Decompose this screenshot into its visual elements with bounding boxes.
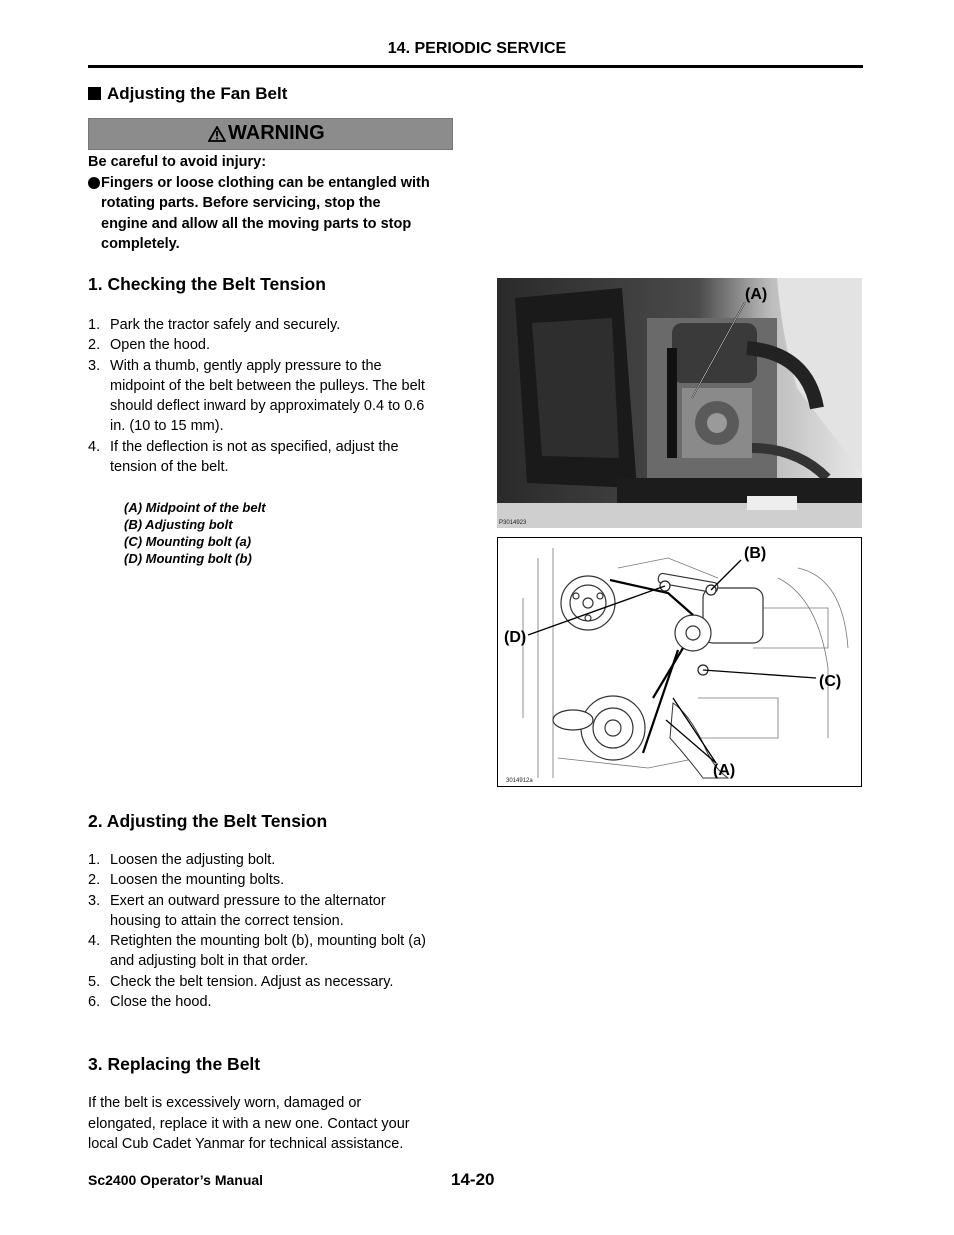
legend-item: (C) Mounting bolt (a) <box>124 534 252 549</box>
list-item: 3. Exert an outward pressure to the alternator housing to attain the correct tension. <box>88 892 386 929</box>
diagram-callout-c: (C) <box>819 673 842 690</box>
section-title <box>88 84 287 104</box>
list-item: 1. Loosen the adjusting bolt. <box>88 852 276 868</box>
legend-item: (B) Adjusting bolt <box>124 517 233 532</box>
figure-legend <box>124 499 266 567</box>
list-item: 4. If the deflection is not as specified, adjust the tension of the belt. <box>88 438 399 476</box>
checking-heading: 1. Checking the Belt Tension <box>88 274 326 294</box>
legend-item: (A) Midpoint of the belt <box>124 500 266 515</box>
header-rule <box>88 65 863 68</box>
warning-banner <box>88 118 453 150</box>
list-item: 3. With a thumb, gently apply pressure to the midpoint of the belt between the pulleys. The belt should deflect inward by approximately 0.4 to 0.6 in. (10 to 15 mm). <box>88 357 425 435</box>
warning-bullet-line: completely. <box>101 236 180 252</box>
warning-bullet-line: rotating parts. Before servicing, stop the <box>101 195 381 211</box>
photo-code: P3014923 <box>499 520 527 526</box>
diagram-callout-d: (D) <box>504 629 527 646</box>
page-number: 14-20 <box>451 1170 495 1189</box>
engine-photo <box>497 278 862 528</box>
diagram-callout-a: (A) <box>713 762 736 779</box>
square-bullet-icon <box>88 87 101 100</box>
warning-bullet-line: Fingers or loose clothing can be entangled with <box>101 174 430 191</box>
belt-diagram <box>497 537 862 787</box>
checking-steps <box>88 315 458 477</box>
warning-triangle-icon <box>208 126 226 142</box>
bullet-dot-icon <box>88 177 100 189</box>
diagram-callout-b: (B) <box>744 545 767 562</box>
adjusting-heading: 2. Adjusting the Belt Tension <box>88 811 328 831</box>
warning-bullet-line: engine and allow all the moving parts to stop <box>101 215 412 232</box>
adjusting-steps <box>88 850 458 1012</box>
replacing-paragraph: If the belt is excessively worn, damaged or elongated, replace it with a new one. Contact your local Cub Cadet Yanmar for technical assistance. <box>88 1095 410 1152</box>
warning-bullet <box>88 173 458 255</box>
warning-text <box>88 152 458 255</box>
legend-item: (D) Mounting bolt (b) <box>124 551 252 566</box>
list-item: 6. Close the hood. <box>88 994 212 1011</box>
replacing-heading: 3. Replacing the Belt <box>88 1054 261 1074</box>
list-item: 1. Park the tractor safely and securely. <box>88 317 341 333</box>
photo-callout-a: (A) <box>745 286 768 303</box>
running-header: 14. PERIODIC SERVICE <box>387 40 567 57</box>
diagram-code: 3014912a <box>506 778 533 784</box>
warning-intro: Be careful to avoid injury: <box>88 154 267 170</box>
section-title-text: Adjusting the Fan Belt <box>107 84 288 103</box>
list-item: 5. Check the belt tension. Adjust as necessary. <box>88 973 394 990</box>
list-item: 2. Open the hood. <box>88 337 210 354</box>
list-item: 2. Loosen the mounting bolts. <box>88 872 285 889</box>
list-item: 4. Retighten the mounting bolt (b), mounting bolt (a) and adjusting bolt in that order. <box>88 933 426 970</box>
warning-label: WARNING <box>228 122 325 144</box>
footer-manual-title: Sc2400 Operator’s Manual <box>88 1172 264 1188</box>
